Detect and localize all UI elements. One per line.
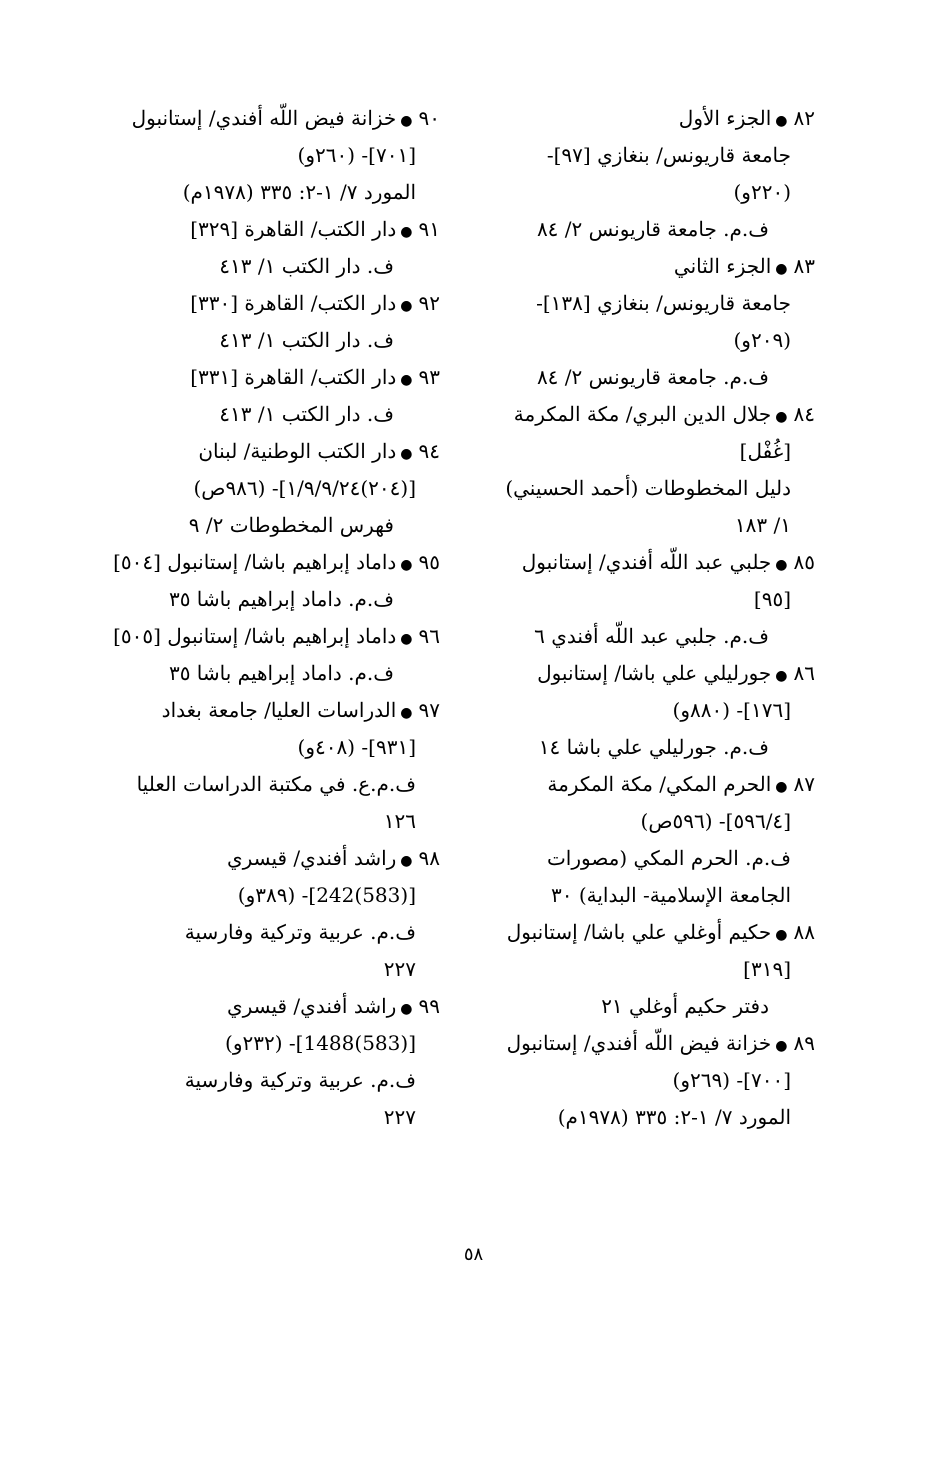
bullet-icon: ● (400, 446, 413, 462)
continuation-line: المورد ٧/ ١-٢: ٣٣٥ (١٩٧٨م) (557, 1105, 791, 1129)
continuation-line: [٧٠١]- (٢٦٠و) (297, 143, 416, 167)
entry-title: راشد أفندي/ قيسري (226, 994, 397, 1018)
bullet-icon: ● (400, 705, 413, 721)
entry-line (465, 396, 815, 433)
entry-number: ٩٦ (418, 624, 440, 648)
entry-line (465, 1025, 815, 1062)
continuation-line: [٣١٩] (743, 957, 791, 981)
entry-line (465, 544, 815, 581)
entry-title: الدراسات العليا/ جامعة بغداد (161, 698, 397, 722)
entry-line (90, 211, 440, 248)
entry-line (465, 914, 815, 951)
entry-line (465, 248, 815, 285)
reference-line: ف.م. جامعة قاريونس ٢/ ٨٤ (536, 217, 769, 241)
continuation-line: ف.م. الحرم المكي (مصورات (546, 846, 791, 870)
entry-number: ٩١ (418, 217, 440, 241)
reference-line: ف.م. جلبي عبد اللّه أفندي ٦ (534, 624, 769, 648)
continuation-line: ٢٢٧ (383, 957, 416, 981)
reference-line: فهرس المخطوطات ٢/ ٩ (188, 513, 394, 537)
reference-line: ف.م. داماد إبراهيم باشا ٣٥ (168, 587, 394, 611)
continuation-line: [١٧٦]- (٨٨٠و) (672, 698, 791, 722)
continuation-line: المورد ٧/ ١-٢: ٣٣٥ (١٩٧٨م) (182, 180, 416, 204)
entry-title: دار الكتب/ القاهرة [٣٢٩] (190, 217, 397, 241)
entry-number: ٨٣ (793, 254, 815, 278)
bullet-icon: ● (775, 261, 788, 277)
continuation-line: ١٢٦ (383, 809, 416, 833)
continuation-line: ١/ ١٨٣ (734, 513, 791, 537)
bullet-icon: ● (400, 372, 413, 388)
bullet-icon: ● (400, 557, 413, 573)
entry-line (90, 433, 440, 470)
right-column (465, 100, 815, 1136)
entry-title: جلال الدين البري/ مكة المكرمة (513, 402, 772, 426)
entry-number: ٨٩ (793, 1031, 815, 1055)
entry-title: داماد إبراهيم باشا/ إستانبول [٥٠٤] (113, 550, 397, 574)
entry-number: ٩٢ (418, 291, 440, 315)
reference-line: ف. دار الكتب ١/ ٤١٣ (219, 328, 394, 352)
reference-line: دفتر حكيم أوغلي ٢١ (601, 994, 769, 1018)
entry-title: الحرم المكي/ مكة المكرمة (547, 772, 772, 796)
entry-number: ٩٣ (418, 365, 440, 389)
entry-title: خزانة فيض اللّه أفندي/ إستانبول (131, 106, 397, 130)
entry-line (90, 618, 440, 655)
bullet-icon: ● (775, 779, 788, 795)
bullet-icon: ● (775, 668, 788, 684)
bullet-icon: ● (400, 1001, 413, 1017)
reference-line: ف.م. جامعة قاريونس ٢/ ٨٤ (536, 365, 769, 389)
entry-title: جلبي عبد اللّه أفندي/ إستانبول (521, 550, 772, 574)
entry-number: ٨٦ (793, 661, 815, 685)
continuation-line: ف.م. عربية وتركية وفارسية (184, 920, 416, 944)
entry-title: حكيم أوغلي علي باشا/ إستانبول (506, 920, 772, 944)
continuation-line: [٧٠٠]- (٢٦٩و) (672, 1068, 791, 1092)
entry-title: الجزء الثاني (673, 254, 772, 278)
continuation-line: [٩٥] (753, 587, 791, 611)
continuation-line: (٢٢٠و) (733, 180, 791, 204)
bullet-icon: ● (400, 113, 413, 129)
entry-number: ٩٧ (418, 698, 440, 722)
bullet-icon: ● (400, 224, 413, 240)
bullet-icon: ● (775, 409, 788, 425)
left-column (90, 100, 440, 1136)
entry-line (90, 100, 440, 137)
entry-line (90, 988, 440, 1025)
bullet-icon: ● (400, 631, 413, 647)
entry-title: دار الكتب/ القاهرة [٣٣١] (190, 365, 397, 389)
continuation-line: [(583)1488]- (٢٣٢و) (225, 1031, 416, 1055)
entry-line (465, 766, 815, 803)
entry-number: ٨٨ (793, 920, 815, 944)
entry-line (465, 655, 815, 692)
entry-line (90, 692, 440, 729)
entry-number: ٨٢ (793, 106, 815, 130)
entry-title: جورليلي علي باشا/ إستانبول (537, 661, 772, 685)
entry-title: داماد إبراهيم باشا/ إستانبول [٥٠٥] (113, 624, 397, 648)
continuation-line: الجامعة الإسلامية- البداية) ٣٠ (550, 883, 791, 907)
continuation-line: [٥٩٦/٤]- (٥٩٦ص) (640, 809, 791, 833)
entry-number: ٨٧ (793, 772, 815, 796)
entry-number: ٩٥ (418, 550, 440, 574)
continuation-line: [(٢٠٤)١/٩/٩/٢٤]- (٩٨٦ص) (193, 476, 416, 500)
entry-line (90, 285, 440, 322)
reference-line: ف. دار الكتب ١/ ٤١٣ (219, 402, 394, 426)
entry-title: خزانة فيض اللّه أفندي/ إستانبول (506, 1031, 772, 1055)
reference-line: ف. دار الكتب ١/ ٤١٣ (219, 254, 394, 278)
reference-line: ف.م. جورليلي علي باشا ١٤ (538, 735, 769, 759)
continuation-line: [٩٣١]- (٤٠٨و) (297, 735, 416, 759)
bullet-icon: ● (775, 557, 788, 573)
bullet-icon: ● (775, 1038, 788, 1054)
entry-title: دار الكتب/ القاهرة [٣٣٠] (190, 291, 397, 315)
entry-line (90, 840, 440, 877)
entry-line (465, 100, 815, 137)
entry-number: ٩٤ (418, 439, 440, 463)
continuation-line: دليل المخطوطات (أحمد الحسيني) (505, 476, 791, 500)
continuation-line: [غُفْل] (739, 439, 791, 463)
entry-line (90, 544, 440, 581)
continuation-line: جامعة قاريونس/ بنغازي [٩٧]- (546, 143, 791, 167)
continuation-line: [(583)242]- (٣٨٩و) (237, 883, 416, 907)
entry-title: راشد أفندي/ قيسري (226, 846, 397, 870)
continuation-line: ف.م. عربية وتركية وفارسية (184, 1068, 416, 1092)
continuation-line: (٢٠٩و) (733, 328, 791, 352)
continuation-line: ف.م.ع. في مكتبة الدراسات العليا (136, 772, 416, 796)
entry-line (90, 359, 440, 396)
bullet-icon: ● (400, 853, 413, 869)
reference-line: ف.م. داماد إبراهيم باشا ٣٥ (168, 661, 394, 685)
entry-number: ٩٨ (418, 846, 440, 870)
entry-title: دار الكتب الوطنية/ لبنان (198, 439, 397, 463)
entry-number: ٨٤ (793, 402, 815, 426)
entry-title: الجزء الأول (678, 106, 772, 130)
page-number: ٥٨ (463, 1244, 484, 1265)
entry-number: ٩٩ (418, 994, 440, 1018)
bullet-icon: ● (775, 927, 788, 943)
entry-number: ٨٥ (793, 550, 815, 574)
bullet-icon: ● (400, 298, 413, 314)
bullet-icon: ● (775, 113, 788, 129)
entry-number: ٩٠ (418, 106, 440, 130)
continuation-line: ٢٢٧ (383, 1105, 416, 1129)
continuation-line: جامعة قاريونس/ بنغازي [١٣٨]- (536, 291, 791, 315)
